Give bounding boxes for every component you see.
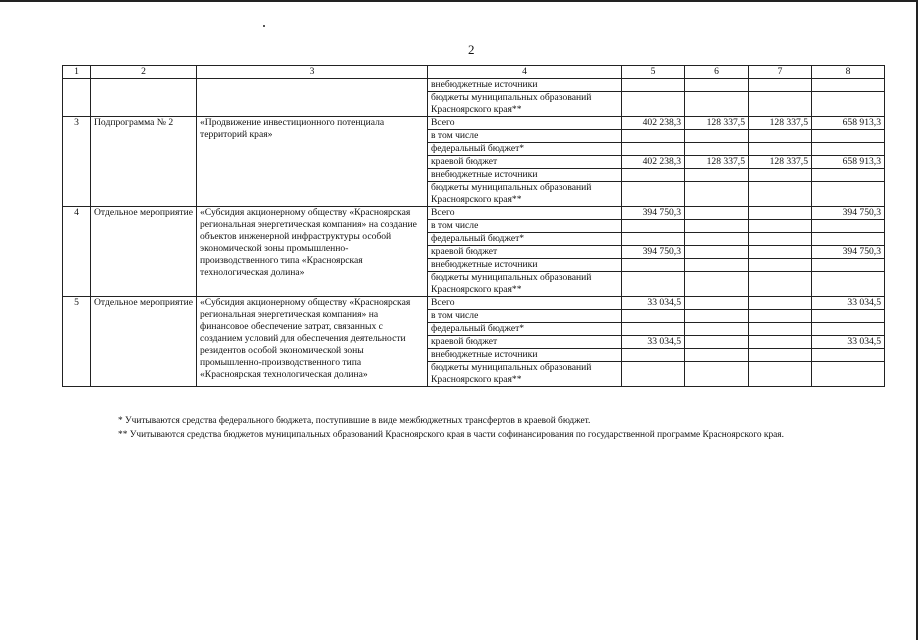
amount-cell — [685, 349, 749, 362]
header-cell: 7 — [749, 66, 812, 79]
amount-cell: 128 337,5 — [685, 117, 749, 130]
header-cell: 1 — [63, 66, 91, 79]
program-name: «Субсидия акционерному обществу «Красноярская региональная энергетическая компания» на создание объектов инженерной инфраструктуры особой экономической зоны промышленно-производственного типа «Красноярская технологическая долина» — [197, 207, 428, 297]
header-cell: 3 — [197, 66, 428, 79]
amount-cell — [812, 349, 885, 362]
amount-cell — [749, 233, 812, 246]
amount-cell — [749, 323, 812, 336]
amount-cell — [685, 323, 749, 336]
table-row — [63, 297, 885, 310]
amount-cell — [622, 362, 685, 387]
amount-cell — [749, 297, 812, 310]
source-label: бюджеты муниципальных образований Красноярского края** — [428, 182, 622, 207]
amount-cell — [812, 362, 885, 387]
amount-cell: 33 034,5 — [622, 297, 685, 310]
amount-cell — [685, 169, 749, 182]
amount-cell — [622, 259, 685, 272]
source-label: Всего — [428, 207, 622, 220]
row-number: 4 — [63, 207, 91, 297]
amount-cell: 658 913,3 — [812, 156, 885, 169]
amount-cell — [685, 362, 749, 387]
source-label: Всего — [428, 117, 622, 130]
page-number: 2 — [468, 42, 475, 57]
amount-cell: 33 034,5 — [812, 336, 885, 349]
budget-table — [62, 65, 885, 387]
amount-cell — [685, 182, 749, 207]
footnote-municipal: ** Учитываются средства бюджетов муниципальных образований Красноярского края в части софинансирования по государственной программе Красноярского края. — [118, 430, 784, 440]
program-kind: Отдельное мероприятие — [91, 207, 197, 297]
amount-cell — [622, 272, 685, 297]
continuation-cell — [63, 79, 91, 117]
amount-cell — [685, 220, 749, 233]
amount-cell — [622, 169, 685, 182]
amount-cell — [685, 130, 749, 143]
amount-cell — [622, 220, 685, 233]
source-label: в том числе — [428, 130, 622, 143]
amount-cell — [685, 272, 749, 297]
source-label: в том числе — [428, 220, 622, 233]
amount-cell: 658 913,3 — [812, 117, 885, 130]
amount-cell: 128 337,5 — [685, 156, 749, 169]
header-cell: 2 — [91, 66, 197, 79]
amount-cell — [812, 169, 885, 182]
program-kind: Подпрограмма № 2 — [91, 117, 197, 207]
program-name: «Субсидия акционерному обществу «Красноярская региональная энергетическая компания» на финансовое обеспечение затрат, связанных с созданием условий для обеспечения деятельности резидентов особой экономической зоны промышленно-производственного типа «Красноярская технологическая долина» — [197, 297, 428, 387]
amount-cell — [749, 246, 812, 259]
source-label: бюджеты муниципальных образований Красноярского края** — [428, 362, 622, 387]
amount-cell — [622, 349, 685, 362]
source-label: федеральный бюджет* — [428, 143, 622, 156]
scan-speck — [263, 25, 265, 27]
amount-cell — [749, 362, 812, 387]
amount-cell — [685, 336, 749, 349]
amount-cell: 33 034,5 — [812, 297, 885, 310]
amount-cell — [749, 349, 812, 362]
amount-cell — [812, 182, 885, 207]
amount-cell — [622, 310, 685, 323]
amount-cell: 33 034,5 — [622, 336, 685, 349]
amount-cell — [749, 220, 812, 233]
footnotes — [118, 414, 784, 442]
amount-cell — [812, 310, 885, 323]
source-label: внебюджетные источники — [428, 259, 622, 272]
source-label: бюджеты муниципальных образований Красноярского края** — [428, 272, 622, 297]
amount-cell — [749, 207, 812, 220]
table-row — [63, 79, 885, 92]
header-cell: 5 — [622, 66, 685, 79]
amount-cell: 402 238,3 — [622, 117, 685, 130]
amount-cell: 402 238,3 — [622, 156, 685, 169]
source-label: краевой бюджет — [428, 246, 622, 259]
amount-cell: 394 750,3 — [622, 207, 685, 220]
source-label: краевой бюджет — [428, 336, 622, 349]
amount-cell — [749, 272, 812, 297]
amount-cell — [622, 323, 685, 336]
amount-cell — [685, 207, 749, 220]
amount-cell: 394 750,3 — [812, 207, 885, 220]
amount-cell — [812, 220, 885, 233]
amount-cell — [812, 272, 885, 297]
amount-cell: 128 337,5 — [749, 156, 812, 169]
program-kind: Отдельное мероприятие — [91, 297, 197, 387]
amount-cell — [812, 323, 885, 336]
amount-cell — [622, 143, 685, 156]
table-row — [63, 207, 885, 220]
row-number: 3 — [63, 117, 91, 207]
table-row — [63, 117, 885, 130]
source-label: федеральный бюджет* — [428, 233, 622, 246]
source-label: федеральный бюджет* — [428, 323, 622, 336]
amount-cell — [685, 143, 749, 156]
amount-cell — [749, 336, 812, 349]
amount-cell — [749, 169, 812, 182]
header-cell: 4 — [428, 66, 622, 79]
source-label: внебюджетные источники — [428, 349, 622, 362]
amount-cell — [749, 259, 812, 272]
source-label: в том числе — [428, 310, 622, 323]
amount-cell — [685, 297, 749, 310]
scan-edge-top — [0, 0, 918, 2]
amount-cell — [622, 182, 685, 207]
amount-cell — [749, 182, 812, 207]
amount-cell — [685, 246, 749, 259]
amount-cell — [812, 233, 885, 246]
row-number: 5 — [63, 297, 91, 387]
amount-cell — [812, 143, 885, 156]
continuation-cell — [197, 79, 428, 117]
amount-cell: 394 750,3 — [622, 246, 685, 259]
source-label: краевой бюджет — [428, 156, 622, 169]
amount-cell: 128 337,5 — [749, 117, 812, 130]
source-label: внебюджетные источники — [428, 79, 622, 92]
amount-cell — [749, 130, 812, 143]
amount-cell — [685, 310, 749, 323]
header-cell: 6 — [685, 66, 749, 79]
amount-cell — [622, 233, 685, 246]
program-name: «Продвижение инвестиционного потенциала территорий края» — [197, 117, 428, 207]
amount-cell — [812, 259, 885, 272]
amount-cell — [749, 310, 812, 323]
footnote-federal: * Учитываются средства федерального бюджета, поступившие в виде межбюджетных трансфертов в краевой бюджет. — [118, 416, 591, 426]
amount-cell: 394 750,3 — [812, 246, 885, 259]
amount-cell — [685, 259, 749, 272]
amount-cell — [622, 130, 685, 143]
header-cell: 8 — [812, 66, 885, 79]
source-label: внебюджетные источники — [428, 169, 622, 182]
amount-cell — [685, 233, 749, 246]
header-row — [63, 66, 885, 79]
amount-cell — [749, 143, 812, 156]
continuation-cell — [91, 79, 197, 117]
source-label: бюджеты муниципальных образований Красноярского края** — [428, 92, 622, 117]
amount-cell — [812, 130, 885, 143]
source-label: Всего — [428, 297, 622, 310]
